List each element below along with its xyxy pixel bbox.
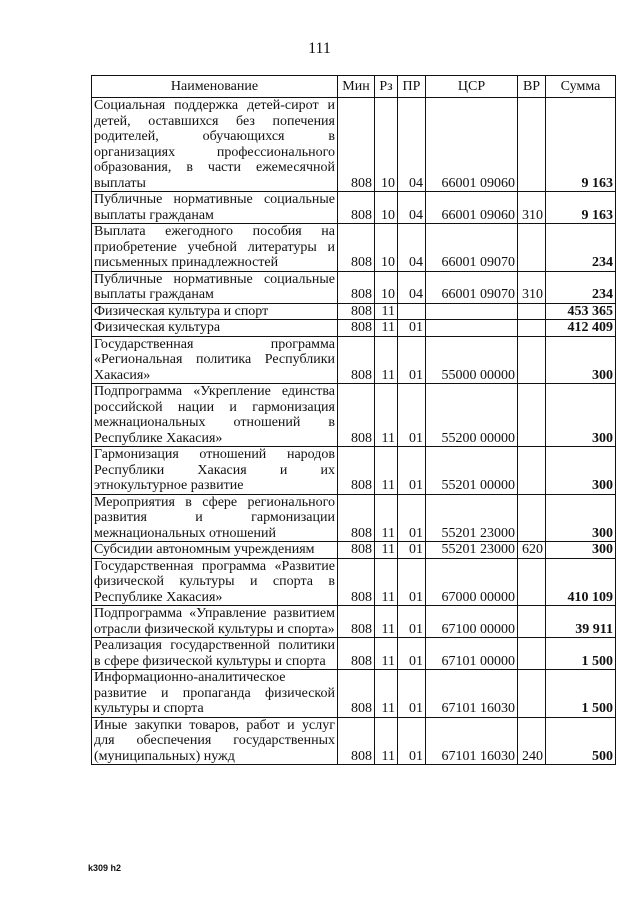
cell-min: 808 (338, 98, 375, 192)
cell-name: Социальная поддержка детей-сирот и детей, оставшихся без попечения родителей, обучающихся в организациях профессионального образования, в части ежемесячной выплаты (92, 98, 338, 192)
table-row (92, 320, 616, 337)
cell-min: 808 (338, 542, 375, 559)
cell-name: Публичные нормативные социальные выплаты гражданам (92, 271, 338, 303)
cell-min: 808 (338, 320, 375, 337)
cell-sum: 453 365 (546, 303, 616, 320)
cell-sum: 300 (546, 447, 616, 495)
cell-pr: 01 (398, 717, 426, 765)
cell-pr: 01 (398, 670, 426, 718)
cell-csr: 55201 23000 (426, 494, 518, 542)
table-row (92, 271, 616, 303)
cell-vr: 310 (518, 271, 546, 303)
cell-name: Государственная программа «Развитие физической культуры и спорта в Республике Хакасия» (92, 558, 338, 606)
cell-vr: 620 (518, 542, 546, 559)
table-row (92, 384, 616, 447)
cell-sum: 412 409 (546, 320, 616, 337)
header-min: Мин (338, 76, 375, 98)
cell-rz: 11 (375, 303, 398, 320)
cell-pr: 01 (398, 606, 426, 638)
cell-vr (518, 606, 546, 638)
cell-name: Государственная программа «Региональная политика Республики Хакасия» (92, 336, 338, 384)
cell-rz: 10 (375, 192, 398, 224)
cell-sum: 1 500 (546, 670, 616, 718)
cell-rz: 10 (375, 224, 398, 272)
cell-sum: 300 (546, 384, 616, 447)
cell-pr: 04 (398, 271, 426, 303)
cell-name: Иные закупки товаров, работ и услуг для обеспечения государственных (муниципальных) нужд (92, 717, 338, 765)
cell-pr: 01 (398, 494, 426, 542)
table-row (92, 447, 616, 495)
cell-csr: 55000 00000 (426, 336, 518, 384)
cell-sum: 234 (546, 271, 616, 303)
table-row (92, 494, 616, 542)
table-row (92, 224, 616, 272)
cell-min: 808 (338, 224, 375, 272)
cell-min: 808 (338, 271, 375, 303)
page-number: 111 (308, 40, 331, 57)
cell-csr (426, 320, 518, 337)
cell-pr: 04 (398, 192, 426, 224)
cell-vr (518, 447, 546, 495)
cell-name: Информационно-аналитическое развитие и пропаганда физической культуры и спорта (92, 670, 338, 718)
cell-name: Физическая культура (92, 320, 338, 337)
cell-sum: 500 (546, 717, 616, 765)
cell-csr: 66001 09070 (426, 224, 518, 272)
cell-vr (518, 638, 546, 670)
cell-csr: 67101 00000 (426, 638, 518, 670)
cell-name: Гармонизация отношений народов Республики Хакасия и их этнокультурное развитие (92, 447, 338, 495)
cell-rz: 10 (375, 98, 398, 192)
table-header-row (92, 76, 616, 98)
header-name: Наименование (92, 76, 338, 98)
table-row (92, 558, 616, 606)
cell-vr (518, 303, 546, 320)
table-row (92, 336, 616, 384)
cell-pr: 01 (398, 336, 426, 384)
cell-min: 808 (338, 447, 375, 495)
cell-vr (518, 336, 546, 384)
table-row (92, 542, 616, 559)
cell-sum: 234 (546, 224, 616, 272)
cell-vr (518, 98, 546, 192)
cell-sum: 1 500 (546, 638, 616, 670)
cell-min: 808 (338, 494, 375, 542)
cell-pr: 01 (398, 384, 426, 447)
cell-vr (518, 558, 546, 606)
cell-name: Мероприятия в сфере регионального развития и гармонизации межнациональных отношений (92, 494, 338, 542)
budget-table (91, 75, 616, 765)
header-pr: ПР (398, 76, 426, 98)
cell-min: 808 (338, 384, 375, 447)
table-row (92, 670, 616, 718)
cell-min: 808 (338, 192, 375, 224)
cell-vr (518, 320, 546, 337)
cell-csr: 67101 16030 (426, 670, 518, 718)
cell-csr: 67101 16030 (426, 717, 518, 765)
cell-csr: 66001 09070 (426, 271, 518, 303)
cell-pr: 01 (398, 542, 426, 559)
cell-sum: 300 (546, 542, 616, 559)
table-row (92, 606, 616, 638)
cell-csr: 67000 00000 (426, 558, 518, 606)
cell-pr: 01 (398, 558, 426, 606)
cell-sum: 39 911 (546, 606, 616, 638)
cell-vr (518, 224, 546, 272)
cell-pr: 01 (398, 447, 426, 495)
cell-sum: 300 (546, 336, 616, 384)
cell-rz: 11 (375, 542, 398, 559)
cell-pr: 04 (398, 98, 426, 192)
cell-sum: 300 (546, 494, 616, 542)
table-row (92, 303, 616, 320)
cell-rz: 10 (375, 271, 398, 303)
cell-rz: 11 (375, 320, 398, 337)
cell-min: 808 (338, 558, 375, 606)
cell-csr: 66001 09060 (426, 98, 518, 192)
cell-name: Выплата ежегодного пособия на приобретение учебной литературы и письменных принадлежностей (92, 224, 338, 272)
table-row (92, 192, 616, 224)
cell-name: Физическая культура и спорт (92, 303, 338, 320)
header-csr: ЦСР (426, 76, 518, 98)
cell-pr: 01 (398, 638, 426, 670)
cell-vr (518, 494, 546, 542)
cell-name: Подпрограмма «Укрепление единства российской нации и гармонизация межнациональных отношений в Республике Хакасия» (92, 384, 338, 447)
header-vr: ВР (518, 76, 546, 98)
cell-min: 808 (338, 717, 375, 765)
cell-rz: 11 (375, 494, 398, 542)
cell-csr: 66001 09060 (426, 192, 518, 224)
cell-min: 808 (338, 606, 375, 638)
cell-name: Публичные нормативные социальные выплаты гражданам (92, 192, 338, 224)
cell-rz: 11 (375, 336, 398, 384)
cell-min: 808 (338, 638, 375, 670)
table-row (92, 98, 616, 192)
header-sum: Сумма (546, 76, 616, 98)
cell-csr: 55201 23000 (426, 542, 518, 559)
cell-sum: 9 163 (546, 98, 616, 192)
cell-csr: 55200 00000 (426, 384, 518, 447)
table-row (92, 638, 616, 670)
cell-pr (398, 303, 426, 320)
cell-vr: 310 (518, 192, 546, 224)
cell-pr: 04 (398, 224, 426, 272)
cell-name: Подпрограмма «Управление развитием отрасли физической культуры и спорта» (92, 606, 338, 638)
cell-rz: 11 (375, 717, 398, 765)
cell-name: Субсидии автономным учреждениям (92, 542, 338, 559)
header-rz: Рз (375, 76, 398, 98)
cell-name: Реализация государственной политики в сфере физической культуры и спорта (92, 638, 338, 670)
cell-min: 808 (338, 303, 375, 320)
cell-csr (426, 303, 518, 320)
cell-sum: 410 109 (546, 558, 616, 606)
cell-rz: 11 (375, 558, 398, 606)
cell-pr: 01 (398, 320, 426, 337)
cell-csr: 55201 00000 (426, 447, 518, 495)
table-row (92, 717, 616, 765)
cell-min: 808 (338, 670, 375, 718)
document-code: k309 h2 (88, 863, 122, 873)
cell-min: 808 (338, 336, 375, 384)
cell-rz: 11 (375, 638, 398, 670)
cell-vr: 240 (518, 717, 546, 765)
cell-csr: 67100 00000 (426, 606, 518, 638)
cell-rz: 11 (375, 447, 398, 495)
cell-vr (518, 384, 546, 447)
cell-rz: 11 (375, 670, 398, 718)
cell-vr (518, 670, 546, 718)
cell-rz: 11 (375, 606, 398, 638)
cell-sum: 9 163 (546, 192, 616, 224)
cell-rz: 11 (375, 384, 398, 447)
